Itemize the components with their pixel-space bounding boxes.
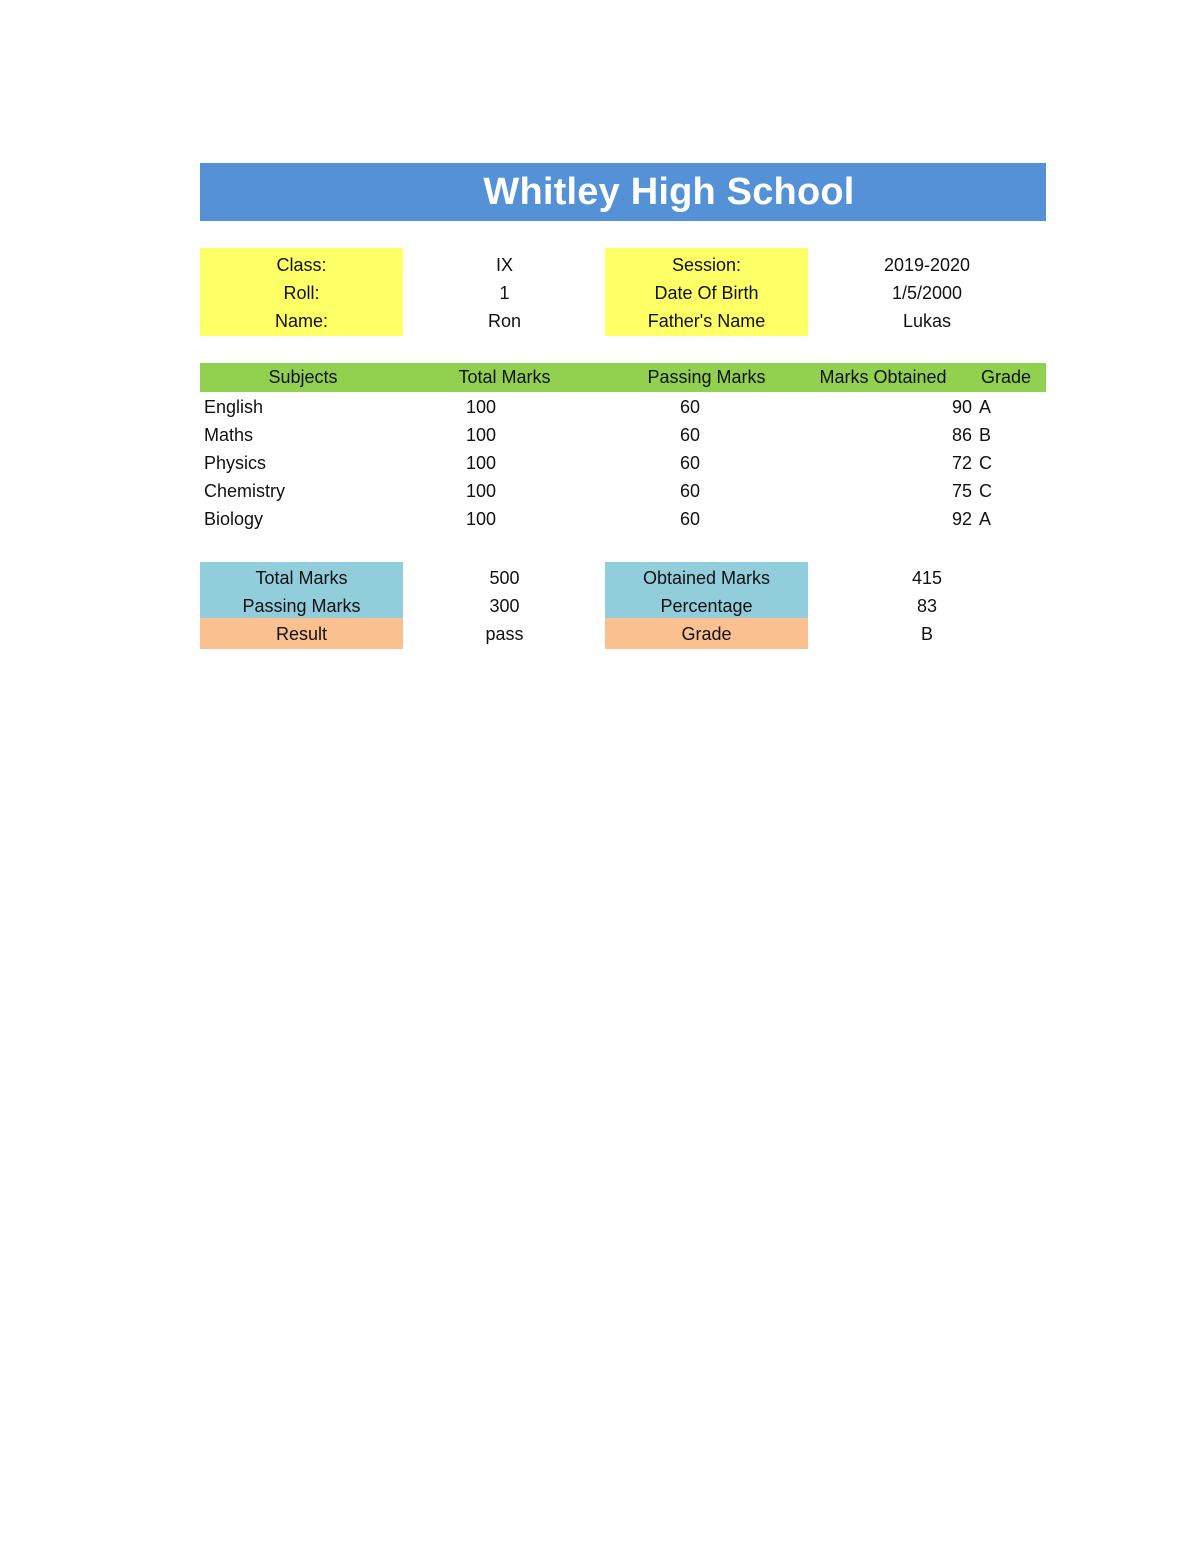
summary-percentage-label: Percentage <box>660 596 753 616</box>
subject-total: 100 <box>466 425 497 445</box>
summary-result-label: Result <box>275 624 328 644</box>
name-label: Name: <box>274 311 328 331</box>
subject-name: Physics <box>204 453 267 473</box>
subject-name: Chemistry <box>204 481 286 501</box>
header-marks-obtained: Marks Obtained <box>819 367 947 387</box>
session-value: 2019-2020 <box>883 255 971 275</box>
summary-passing-value: 300 <box>489 596 520 616</box>
summary-result-value: pass <box>485 624 524 644</box>
father-name-value: Lukas <box>902 311 952 331</box>
summary-grade-value: B <box>920 624 933 644</box>
summary-obtained-value: 415 <box>911 568 943 588</box>
subject-obtained: 90 <box>951 397 972 417</box>
subject-obtained: 92 <box>951 509 972 529</box>
dob-label: Date Of Birth <box>654 283 759 303</box>
subject-total: 100 <box>466 481 497 501</box>
summary-total-label: Total Marks <box>255 568 348 588</box>
header-passing-marks: Passing Marks <box>647 367 766 387</box>
subject-total: 100 <box>466 397 497 417</box>
summary-obtained-label: Obtained Marks <box>642 568 771 588</box>
subject-grade: C <box>979 481 992 501</box>
subject-name: English <box>204 397 264 417</box>
roll-label: Roll: <box>283 283 320 303</box>
summary-grade-label: Grade <box>681 624 732 644</box>
header-subjects: Subjects <box>268 367 338 387</box>
subject-name: Biology <box>204 509 264 529</box>
subject-passing: 60 <box>680 509 701 529</box>
summary-percentage-value: 83 <box>916 596 938 616</box>
subject-obtained: 75 <box>951 481 972 501</box>
subject-name: Maths <box>204 425 254 445</box>
subject-obtained: 86 <box>951 425 972 445</box>
subject-grade: A <box>979 509 992 529</box>
subject-passing: 60 <box>680 453 701 473</box>
name-value: Ron <box>487 311 522 331</box>
roll-value: 1 <box>499 283 510 303</box>
school-title: Whitley High School <box>483 170 855 213</box>
subject-grade: C <box>979 453 992 473</box>
subject-grade: B <box>979 425 992 445</box>
header-total-marks: Total Marks <box>458 367 551 387</box>
title-banner <box>200 163 1046 221</box>
subject-passing: 60 <box>680 425 701 445</box>
header-grade: Grade <box>980 367 1032 387</box>
session-label: Session: <box>671 255 742 275</box>
subject-total: 100 <box>466 453 497 473</box>
subject-total: 100 <box>466 509 497 529</box>
class-value: IX <box>495 255 513 275</box>
subject-grade: A <box>979 397 992 417</box>
subject-passing: 60 <box>680 481 701 501</box>
class-label: Class: <box>276 255 327 275</box>
summary-total-value: 500 <box>489 568 520 588</box>
father-name-label: Father's Name <box>647 311 766 331</box>
subject-passing: 60 <box>680 397 701 417</box>
summary-passing-label: Passing Marks <box>242 596 361 616</box>
subject-obtained: 72 <box>951 453 972 473</box>
dob-value: 1/5/2000 <box>891 283 963 303</box>
